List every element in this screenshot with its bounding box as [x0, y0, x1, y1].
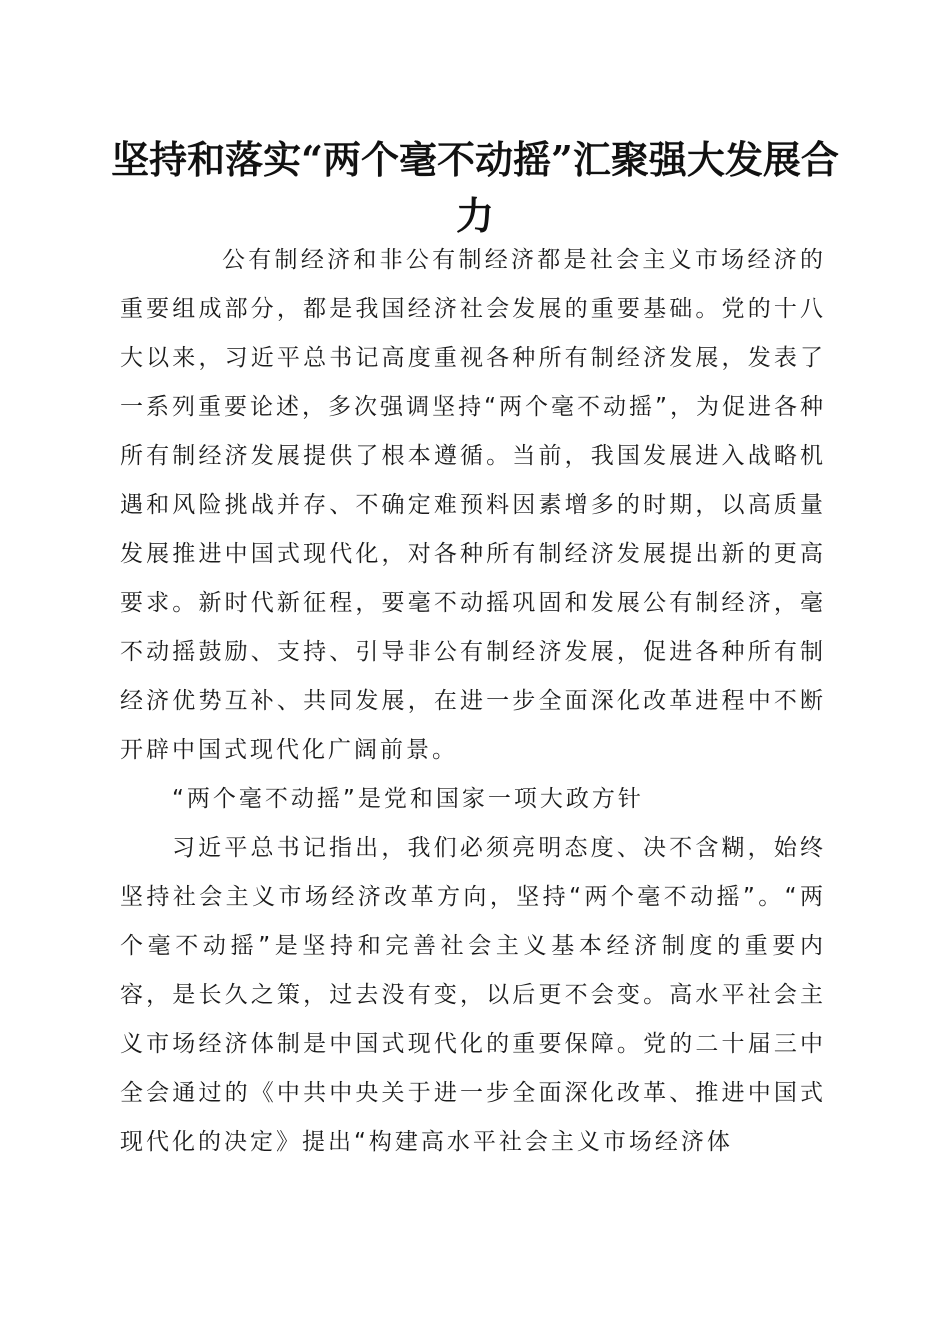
section-subheading: “两个毫不动摇”是党和国家一项大政方针: [172, 786, 644, 812]
document-body: [120, 236, 826, 1167]
second-paragraph: 习近平总书记指出，我们必须亮明态度、决不含糊，始终坚持社会主义市场经济改革方向，坚持“两个毫不动摇”。“两个毫不动摇”是坚持和完善社会主义基本经济制度的重要内容，是长久之策，过去没有变，以后更不会变。高水平社会主义市场经济体制是中国式现代化的重要保障。党的二十届三中全会通过的《中共中央关于进一步全面深化改革、推进中国式现代化的决定》提出“构建高水平社会主义市场经济体: [120, 835, 826, 1155]
intro-paragraph: 公有制经济和非公有制经济都是社会主义市场经济的重要组成部分，都是我国经济社会发展的重要基础。党的十八大以来，习近平总书记高度重视各种所有制经济发展，发表了一系列重要论述，多次强调坚持“两个毫不动摇”，为促进各种所有制经济发展提供了根本遵循。当前，我国发展进入战略机遇和风险挑战并存、不确定难预料因素增多的时期，以高质量发展推进中国式现代化，对各种所有制经济发展提出新的更高要求。新时代新征程，要毫不动摇巩固和发展公有制经济，毫不动摇鼓励、支持、引导非公有制经济发展，促进各种所有制经济优势互补、共同发展，在进一步全面深化改革进程中不断开辟中国式现代化广阔前景。: [120, 247, 826, 763]
document-title: 坚持和落实“两个毫不动摇”汇聚强大发展合力: [111, 137, 839, 238]
